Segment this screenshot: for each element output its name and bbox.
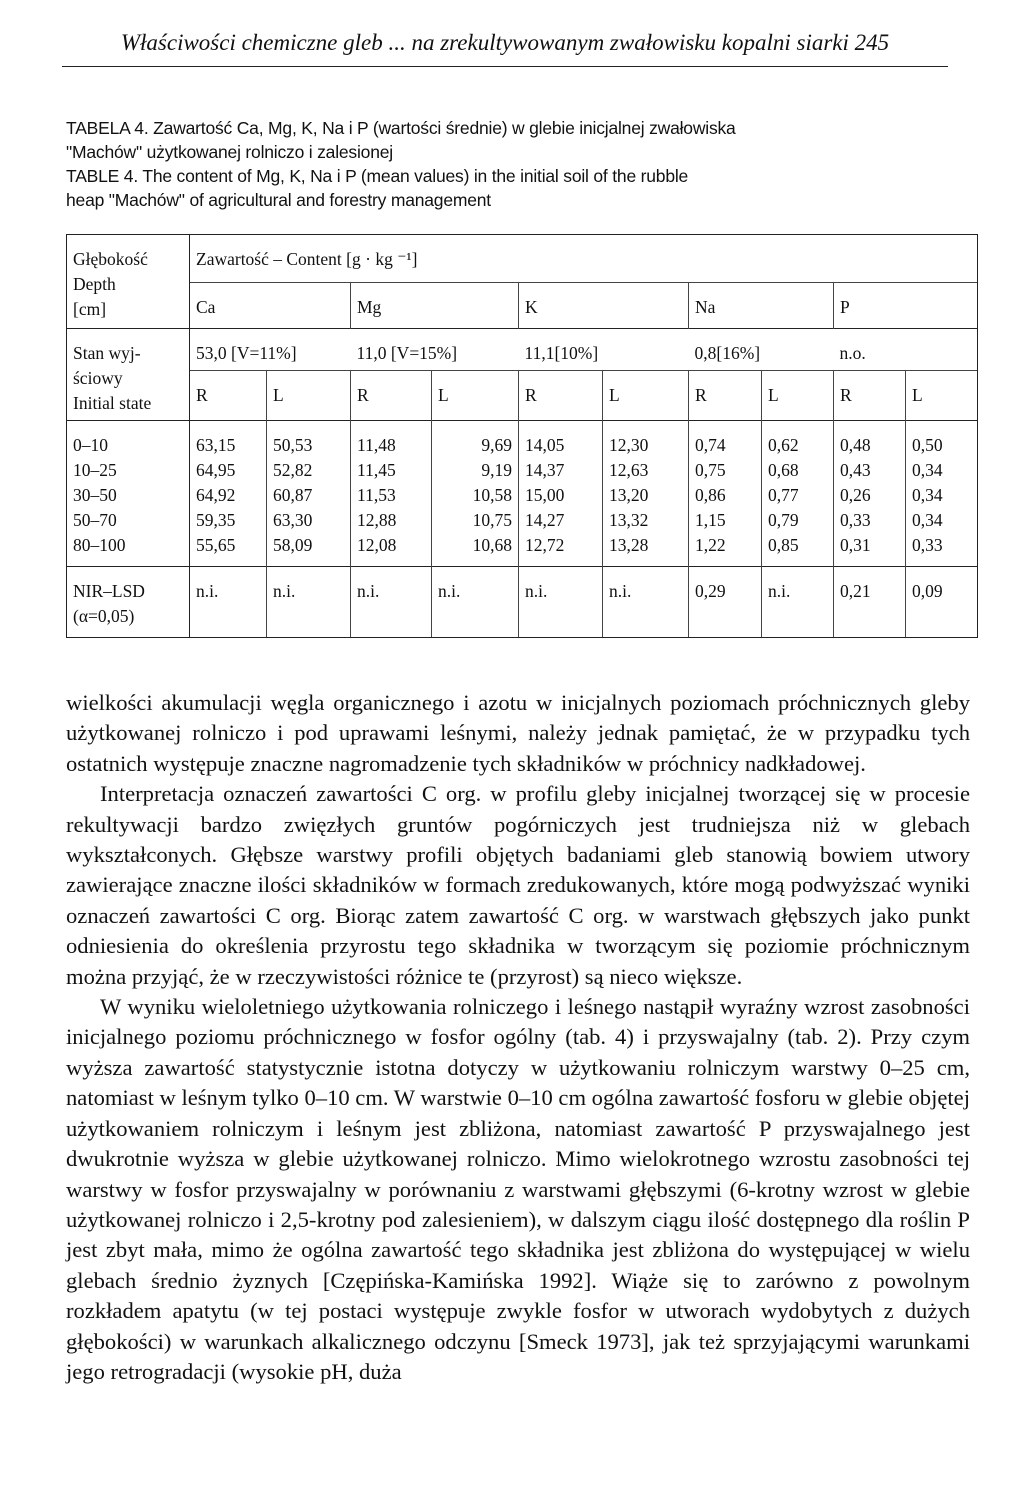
- depth-header-en: Depth: [73, 274, 116, 294]
- initial-label-1: Stan wyj-: [73, 343, 141, 363]
- value-cell: 12,08: [351, 533, 432, 567]
- header-rule: [62, 66, 948, 67]
- value-cell: 0,62: [762, 421, 834, 459]
- value-cell: 0,48: [834, 421, 906, 459]
- lsd-cell: 0,29: [689, 567, 762, 638]
- value-cell: 0,26: [834, 483, 906, 508]
- value-cell: 10,75: [432, 508, 519, 533]
- caption-pl-line2: "Machów" użytkowanej rolniczo i zalesionej: [66, 142, 393, 162]
- value-cell: 0,34: [906, 483, 978, 508]
- lsd-cell: n.i.: [190, 567, 267, 638]
- value-cell: 1,22: [689, 533, 762, 567]
- element-k: K: [519, 283, 689, 329]
- initial-ca: 53,0 [V=11%]: [190, 329, 351, 371]
- value-cell: 13,20: [603, 483, 689, 508]
- rl-row: [67, 370, 978, 420]
- data-row-10-25: [67, 458, 978, 483]
- value-cell: 52,82: [267, 458, 351, 483]
- depth-cell: 0–10: [67, 421, 190, 459]
- value-cell: 0,85: [762, 533, 834, 567]
- body-text: [66, 688, 970, 1387]
- content-header: Zawartość – Content [g · kg ⁻¹]: [190, 235, 978, 283]
- value-cell: 12,63: [603, 458, 689, 483]
- value-cell: 0,31: [834, 533, 906, 567]
- paragraph-3: W wyniku wieloletniego użytkowania rolniczego i leśnego nastąpił wyraźny wzrost zasobności inicjalnego poziomu próchnicznego w fosfor ogólny (tab. 4) i przyswajalny (tab. 2). Przy czym wyższa zawartość statystycznie istotna dotyczy w użytkowaniu rolniczym warstwy 0–25 cm, natomiast w leśnym tylko 0–10 cm. W warstwie 0–10 cm ogólna zawartość fosforu w glebie objętej użytkowaniem rolniczym i leśnym jest zbliżona, natomiast zawartość P przyswajalnego jest dwukrotnie wyższa w glebie użytkowanej rolniczo. Mimo wielokrotnego wzrostu zasobności tej warstwy w fosfor przyswajalny w porównaniu z warstwami głębszymi (6-krotny wzrost w glebie użytkowanej rolniczo i 2,5-krotny pod zalesieniem), w dalszym ciągu ilość dostępnego dla roślin P jest zbyt mała, mimo że ogólna zawartość tego składnika jest zbliżona do występującej w wielu glebach średnio żyznych [Czępińska-Kamińska 1992]. Wiąże się to zarówno z powolnym rozkładem apatytu (w tej postaci występuje zwykle fosfor w utworach wydobytych z dużych głębokości) w warunkach alkalicznego odczynu [Smeck 1973], jak też sprzyjającymi warunkami jego retrogradacji (wysokie pH, duża: [66, 994, 970, 1384]
- value-cell: 12,72: [519, 533, 603, 567]
- lsd-label-1: NIR–LSD: [73, 581, 145, 601]
- depth-header: [67, 235, 190, 329]
- rl-cell: L: [267, 370, 351, 420]
- element-p: P: [834, 283, 978, 329]
- value-cell: 60,87: [267, 483, 351, 508]
- rl-cell: R: [834, 370, 906, 420]
- rl-cell: L: [603, 370, 689, 420]
- running-header: [62, 30, 948, 56]
- value-cell: 14,27: [519, 508, 603, 533]
- value-cell: 11,45: [351, 458, 432, 483]
- value-cell: 10,68: [432, 533, 519, 567]
- rl-cell: L: [762, 370, 834, 420]
- caption-en-line1: TABLE 4. The content of Mg, K, Na i P (mean values) in the initial soil of the rubble: [66, 166, 689, 186]
- rl-cell: R: [190, 370, 267, 420]
- lsd-cell: n.i.: [351, 567, 432, 638]
- data-table: [66, 234, 978, 638]
- value-cell: 0,50: [906, 421, 978, 459]
- value-cell: 64,95: [196, 460, 236, 480]
- rl-cell: R: [351, 370, 432, 420]
- lsd-cell: n.i.: [519, 567, 603, 638]
- value-cell: 1,15: [689, 508, 762, 533]
- header-row-2: [67, 283, 978, 329]
- value-cell: 12,30: [603, 421, 689, 459]
- value-cell: 0,79: [762, 508, 834, 533]
- element-mg: Mg: [351, 283, 519, 329]
- value-cell: 11,48: [351, 421, 432, 459]
- data-row-50-70: [67, 508, 978, 533]
- data-row-30-50: [67, 483, 978, 508]
- running-title: Właściwości chemiczne gleb ... na zrekultywowanym zwałowisku kopalni siarki: [120, 30, 849, 55]
- value-cell: 63,15: [190, 421, 267, 459]
- lsd-cell: n.i.: [603, 567, 689, 638]
- value-cell: 13,28: [603, 533, 689, 567]
- value-cell: 0,34: [906, 508, 978, 533]
- lsd-cell: n.i.: [267, 567, 351, 638]
- page-number: 245: [854, 30, 890, 55]
- value-cell: 59,35: [196, 510, 236, 530]
- initial-row: [67, 329, 978, 371]
- initial-k: 11,1[10%]: [519, 329, 689, 371]
- value-cell: 11,53: [351, 483, 432, 508]
- header-row-1: [67, 235, 978, 283]
- value-cell: 0,77: [762, 483, 834, 508]
- lsd-cell: n.i.: [762, 567, 834, 638]
- paragraph-1: wielkości akumulacji węgla organicznego i azotu w inicjalnych poziomach próchnicznych gleby użytkowanej rolniczo i pod uprawami leśnymi, należy jednak pamiętać, że w przypadku tych ostatnich występuje znaczne nagromadzenie tych składników w próchnicy nadkładowej.: [66, 690, 970, 776]
- value-cell: 0,75: [689, 458, 762, 483]
- depth-header-pl: Głębokość: [73, 249, 148, 269]
- value-cell: 10,58: [432, 483, 519, 508]
- lsd-cell: n.i.: [432, 567, 519, 638]
- value-cell: 0,86: [689, 483, 762, 508]
- rl-cell: L: [906, 370, 978, 420]
- value-cell: 63,30: [267, 508, 351, 533]
- depth-cell: 10–25: [67, 458, 190, 483]
- initial-p: n.o.: [834, 329, 978, 371]
- rl-cell: L: [432, 370, 519, 420]
- value-cell: 50,53: [267, 421, 351, 459]
- value-cell: 0,33: [906, 533, 978, 567]
- value-cell: 14,37: [519, 458, 603, 483]
- value-cell: 15,00: [519, 483, 603, 508]
- element-ca: Ca: [190, 283, 351, 329]
- initial-label-2: ściowy: [73, 368, 123, 388]
- rl-cell: R: [519, 370, 603, 420]
- lsd-cell: 0,21: [834, 567, 906, 638]
- value-cell: 9,19: [432, 458, 519, 483]
- value-cell: 0,33: [834, 508, 906, 533]
- element-na: Na: [689, 283, 834, 329]
- lsd-row: [67, 567, 978, 638]
- value-cell: 0,74: [689, 421, 762, 459]
- lsd-cell: 0,09: [906, 567, 978, 638]
- depth-cell: 80–100: [67, 533, 190, 567]
- lsd-label-2: (α=0,05): [73, 606, 135, 626]
- initial-mg: 11,0 [V=15%]: [351, 329, 519, 371]
- data-row-80-100: [67, 533, 978, 567]
- paragraph-2: Interpretacja oznaczeń zawartości C org. w profilu gleby inicjalnej tworzącej się w procesie rekultywacji bardzo zwięzłych gruntów pogórniczych jest trudniejsza niż w glebach wykształconych. Głębsze warstwy profili objętych badaniami gleb stanowią bowiem utwory zawierające znaczne ilości składników w formach zredukowanych, które mogą podwyższać wyniki oznaczeń zawartości C org. Biorąc zatem zawartość C org. w warstwach głębszych jako punkt odniesienia do określenia przyrostu tego składnika w tworzącym się poziomie próchnicznym można przyjąć, że w rzeczywistości różnice te (przyrost) są nieco większe.: [66, 781, 970, 989]
- table-4: [66, 234, 978, 638]
- value-cell: 12,88: [351, 508, 432, 533]
- rl-cell: R: [689, 370, 762, 420]
- depth-header-unit: [cm]: [73, 299, 107, 319]
- depth-cell: 50–70: [67, 508, 190, 533]
- value-cell: 0,68: [762, 458, 834, 483]
- value-cell: 9,69: [432, 421, 519, 459]
- table-caption: [66, 116, 966, 212]
- value-cell: 0,43: [834, 458, 906, 483]
- value-cell: 58,09: [267, 533, 351, 567]
- caption-pl-line1: TABELA 4. Zawartość Ca, Mg, K, Na i P (wartości średnie) w glebie inicjalnej zwałowiska: [66, 118, 736, 138]
- initial-label: [67, 329, 190, 421]
- caption-en-line2: heap "Machów" of agricultural and forestry management: [66, 190, 491, 210]
- value-cell: 55,65: [196, 535, 236, 555]
- data-row-0-10: [67, 421, 978, 459]
- depth-cell: 30–50: [67, 483, 190, 508]
- value-cell: 13,32: [603, 508, 689, 533]
- value-cell: 0,34: [906, 458, 978, 483]
- value-cell: 64,92: [196, 485, 236, 505]
- lsd-label: [67, 567, 190, 638]
- initial-label-3: Initial state: [73, 393, 152, 413]
- value-cell: 14,05: [519, 421, 603, 459]
- initial-na: 0,8[16%]: [689, 329, 834, 371]
